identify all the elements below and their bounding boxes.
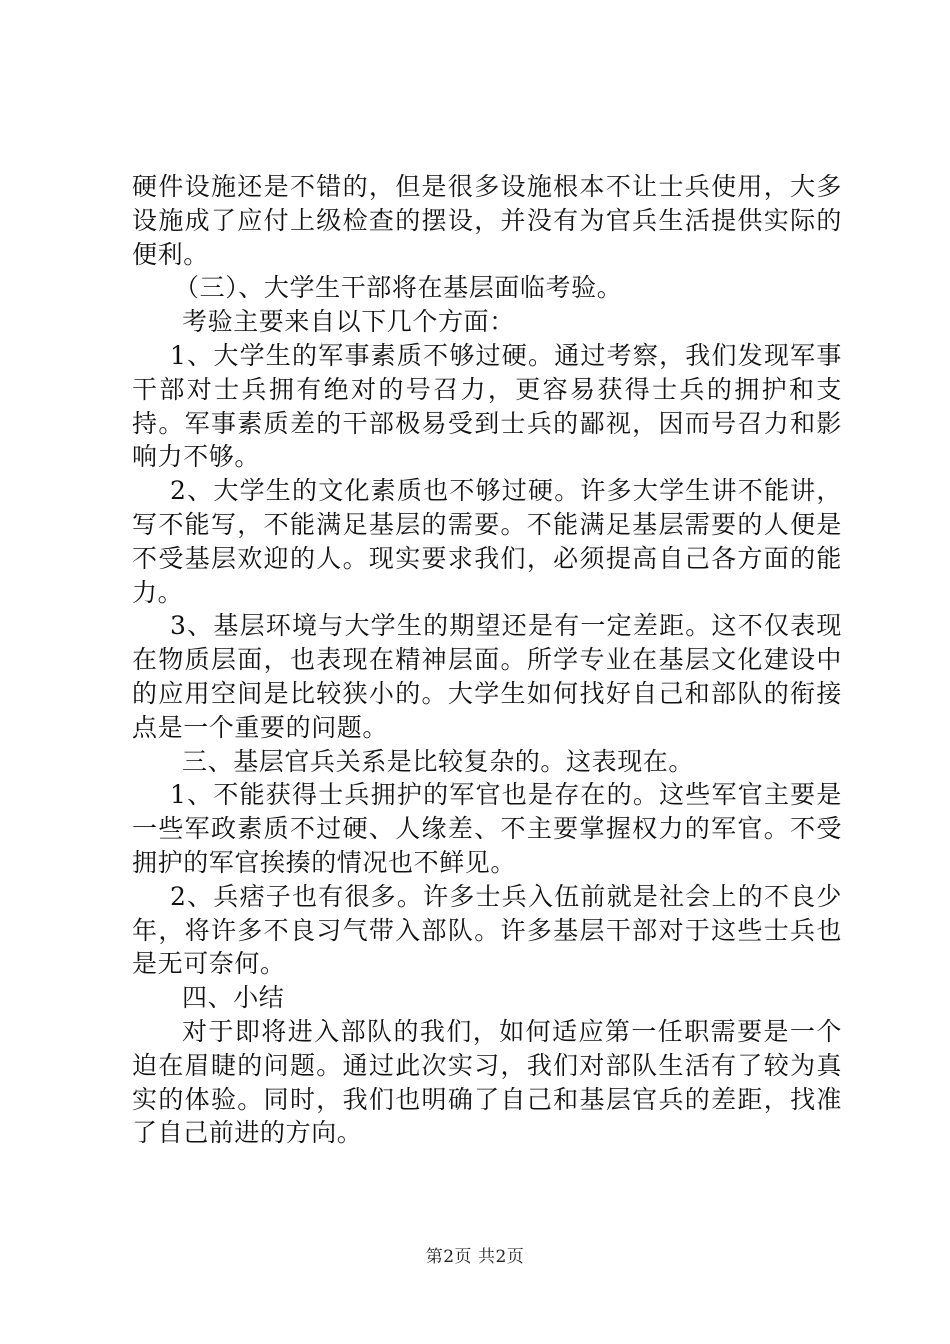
paragraph-item: 2、大学生的文化素质也不够过硬。许多大学生讲不能讲，写不能写，不能满足基层的需要。不能满足基层需要的人便是不受基层欢迎的人。现实要求我们，必须提高自己各方面的能力。: [132, 476, 842, 607]
section-heading: 四、小结: [182, 983, 285, 1013]
paragraph-item: 2、兵痞子也有很多。许多士兵入伍前就是社会上的不良少年，将许多不良习气带入部队。许多基层干部对于这些士兵也是无可奈何。: [132, 881, 842, 979]
paragraph-item: 1、不能获得士兵拥护的军官也是存在的。这些军官主要是一些军政素质不过硬、人缘差、不主要掌握权力的军官。不受拥护的军官挨揍的情况也不鲜见。: [132, 780, 842, 877]
paragraph-intro: 考验主要来自以下几个方面：: [182, 307, 515, 337]
page-footer: 第2页 共2页: [425, 1247, 525, 1267]
document-body: [132, 170, 842, 1150]
section-heading: 三、基层官兵关系是比较复杂的。这表现在。: [182, 746, 695, 776]
paragraph-item: 1、大学生的军事素质不够过硬。通过考察，我们发现军事干部对士兵拥有绝对的号召力，更容易获得士兵的拥护和支持。军事素质差的干部极易受到士兵的鄙视，因而号召力和影响力不够。: [132, 340, 842, 472]
paragraph-summary: 对于即将进入部队的我们，如何适应第一任职需要是一个迫在眉睫的问题。通过此次实习，我们对部队生活有了较为真实的体验。同时，我们也明确了自己和基层官兵的差距，找准了自己前进的方向。: [132, 1016, 842, 1148]
paragraph-continuation: 硬件设施还是不错的，但是很多设施根本不让士兵使用，大多设施成了应付上级检查的摆设，并没有为官兵生活提供实际的便利。: [132, 172, 842, 269]
paragraph-item: 3、基层环境与大学生的期望还是有一定差距。这不仅表现在物质层面，也表现在精神层面。所学专业在基层文化建设中的应用空间是比较狭小的。大学生如何找好自己和部队的衔接点是一个重要的问题。: [132, 611, 842, 742]
section-subheading: （三）、大学生干部将在基层面临考验。: [174, 273, 623, 303]
